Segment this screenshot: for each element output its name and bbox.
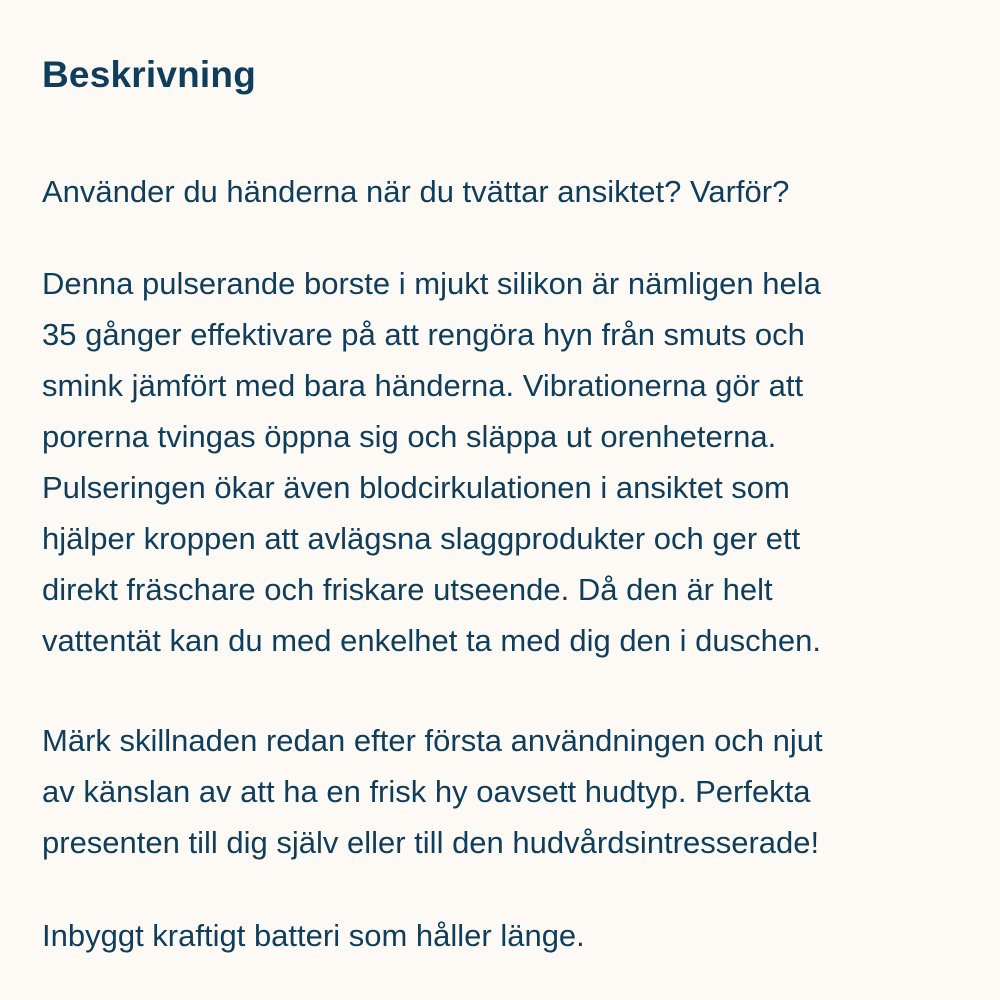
- text-line: Denna pulserande borste i mjukt silikon är nämligen hela: [42, 266, 821, 301]
- paragraph-gift: [42, 715, 823, 868]
- description-section: [42, 52, 982, 953]
- text-line: smink jämfört med bara händerna. Vibrationerna gör att: [42, 368, 804, 403]
- text-line: presenten till dig själv eller till den hudvårdsintresserade!: [42, 825, 820, 860]
- paragraph-battery: [42, 910, 585, 961]
- text-line: av känslan av att ha en frisk hy oavsett hudtyp. Perfekta: [42, 774, 811, 809]
- text-line: Pulseringen ökar även blodcirkulationen i ansiktet som: [42, 470, 790, 505]
- text-line: Märk skillnaden redan efter första användningen och njut: [42, 723, 823, 758]
- paragraph-intro: [42, 166, 789, 217]
- text-line: direkt fräschare och friskare utseende. Då den är helt: [42, 572, 773, 607]
- text-line: porerna tvingas öppna sig och släppa ut orenheterna.: [42, 419, 777, 454]
- section-title: Beskrivning: [42, 54, 256, 95]
- text-line: Inbyggt kraftigt batteri som håller länge.: [42, 918, 585, 953]
- text-line: hjälper kroppen att avlägsna slaggprodukter och ger ett: [42, 521, 801, 556]
- text-line: 35 gånger effektivare på att rengöra hyn från smuts och: [42, 317, 805, 352]
- paragraph-benefits: [42, 258, 821, 666]
- text-line: Använder du händerna när du tvättar ansiktet? Varför?: [42, 174, 790, 209]
- text-line: vattentät kan du med enkelhet ta med dig den i duschen.: [42, 623, 821, 658]
